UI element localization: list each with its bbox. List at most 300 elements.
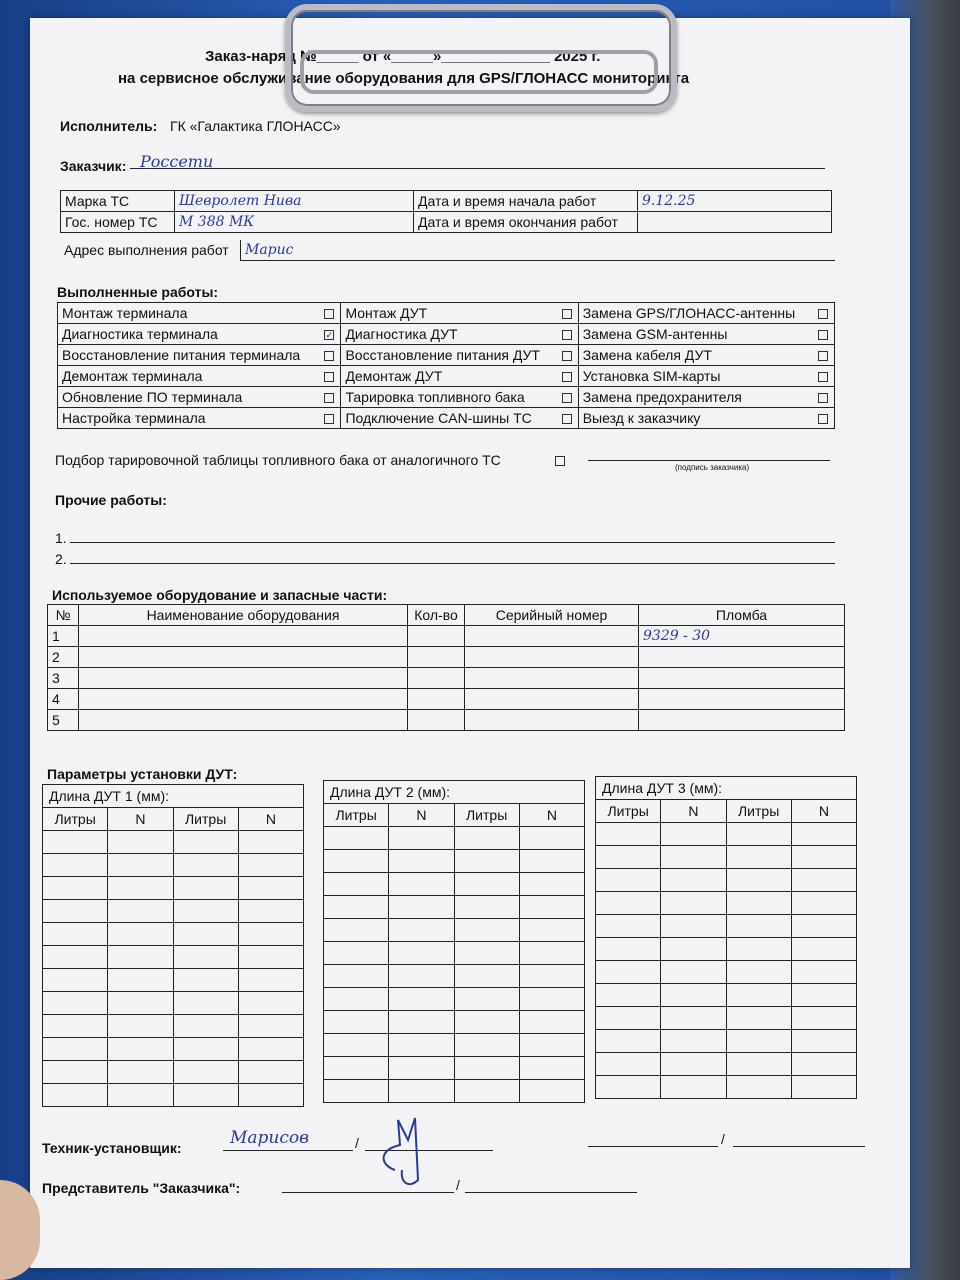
dut-cell[interactable] — [519, 896, 584, 919]
dut-cell[interactable] — [661, 984, 726, 1007]
work-item-checkbox-cell — [556, 303, 579, 324]
dut-cell[interactable] — [596, 1007, 661, 1030]
row-number: 4 — [48, 689, 79, 710]
dut-row — [43, 1061, 304, 1084]
equipment-cell[interactable] — [639, 710, 845, 731]
work-item-checkbox[interactable] — [818, 309, 828, 319]
dut-cell[interactable] — [108, 923, 173, 946]
work-item-checkbox-cell — [556, 366, 579, 387]
dut-cell[interactable] — [661, 1030, 726, 1053]
second-signature-slash: / — [721, 1131, 725, 1147]
dut-cell[interactable] — [43, 992, 108, 1015]
dut-cell[interactable] — [173, 969, 238, 992]
dut-cell[interactable] — [43, 1038, 108, 1061]
dut-row — [43, 969, 304, 992]
dut-header-cell: Литры — [454, 804, 519, 827]
row-number: 1 — [48, 626, 79, 647]
work-item-checkbox[interactable] — [818, 372, 828, 382]
dut-cell[interactable] — [173, 992, 238, 1015]
dut-cell[interactable] — [454, 1011, 519, 1034]
dut-header-cell: Литры — [173, 808, 238, 831]
dut-cell[interactable] — [173, 1015, 238, 1038]
equipment-cell[interactable] — [408, 626, 465, 647]
address-value[interactable]: Марис — [241, 240, 836, 261]
dut-cell[interactable] — [519, 942, 584, 965]
dut-cell[interactable] — [43, 877, 108, 900]
dut-cell[interactable] — [596, 961, 661, 984]
dut-row — [324, 965, 585, 988]
dut-cell[interactable] — [661, 961, 726, 984]
dut-cell[interactable] — [389, 827, 454, 850]
dut-row — [43, 1084, 304, 1107]
plate-value[interactable]: М 388 МК — [175, 212, 414, 233]
dut-cell[interactable] — [596, 1053, 661, 1076]
dut-row — [596, 984, 857, 1007]
dut-cell[interactable] — [173, 877, 238, 900]
equipment-cell[interactable] — [465, 668, 639, 689]
dut-row — [324, 827, 585, 850]
dut-cell[interactable] — [108, 831, 173, 854]
dut-cell[interactable] — [43, 854, 108, 877]
equipment-header-cell: Пломба — [639, 605, 845, 626]
plate-label: Гос. номер ТС — [61, 212, 175, 233]
work-item-checkbox[interactable] — [818, 330, 828, 340]
dut-cell[interactable] — [519, 919, 584, 942]
works-title: Выполненные работы: — [57, 284, 219, 300]
dut-cell[interactable] — [43, 1015, 108, 1038]
equipment-cell[interactable] — [408, 647, 465, 668]
dut-cell[interactable] — [108, 1061, 173, 1084]
dut-cell[interactable] — [389, 1080, 454, 1103]
dut-cell[interactable] — [389, 850, 454, 873]
dut-cell[interactable] — [791, 915, 856, 938]
customer-rep-slash: / — [456, 1177, 460, 1193]
dut-cell[interactable] — [519, 965, 584, 988]
dut-cell[interactable] — [238, 1038, 303, 1061]
dut-cell[interactable] — [173, 946, 238, 969]
equipment-cell[interactable] — [465, 626, 639, 647]
dut-cell[interactable] — [726, 892, 791, 915]
work-item-checkbox[interactable] — [324, 393, 334, 403]
work-item-label: Замена предохранителя — [578, 387, 812, 408]
dut-cell[interactable] — [726, 915, 791, 938]
technician-name[interactable]: Марисов — [230, 1128, 310, 1148]
dut-cell[interactable] — [108, 992, 173, 1015]
work-item-checkbox-cell — [556, 324, 579, 345]
dut-cell[interactable] — [108, 900, 173, 923]
dut-cell[interactable] — [596, 869, 661, 892]
dut-cell[interactable] — [108, 1084, 173, 1107]
dut-cell[interactable] — [726, 961, 791, 984]
dut-row — [43, 854, 304, 877]
dut-header-cell: Литры — [324, 804, 389, 827]
work-item-checkbox[interactable] — [818, 351, 828, 361]
dut-cell[interactable] — [389, 988, 454, 1011]
work-item-checkbox[interactable] — [562, 351, 572, 361]
dut-cell[interactable] — [519, 873, 584, 896]
brand-value[interactable]: Шевролет Нива — [175, 191, 414, 212]
end-value[interactable] — [638, 212, 832, 233]
dut-cell[interactable] — [519, 1011, 584, 1034]
work-item-checkbox[interactable] — [562, 309, 572, 319]
work-item-checkbox[interactable] — [324, 414, 334, 424]
dut-cell[interactable] — [454, 1080, 519, 1103]
dut-cell[interactable] — [389, 896, 454, 919]
clipboard-clip-inner — [300, 50, 658, 94]
work-item-checkbox-cell — [318, 324, 341, 345]
technician-line-1 — [223, 1150, 353, 1151]
dut-cell[interactable] — [596, 1030, 661, 1053]
dut-row — [324, 1011, 585, 1034]
work-item-label: Выезд к заказчику — [578, 408, 812, 429]
other-item-1: 1. — [55, 530, 67, 546]
dut-cell[interactable] — [661, 869, 726, 892]
dut-cell[interactable] — [108, 854, 173, 877]
equipment-cell[interactable] — [79, 710, 408, 731]
dut-cell[interactable] — [596, 984, 661, 1007]
equipment-cell[interactable] — [408, 710, 465, 731]
dut-cell[interactable] — [324, 896, 389, 919]
dut-cell[interactable] — [454, 988, 519, 1011]
dut-row — [43, 992, 304, 1015]
dut-cell[interactable] — [238, 1015, 303, 1038]
dut-row — [596, 1076, 857, 1099]
dut-cell[interactable] — [238, 877, 303, 900]
address-label: Адрес выполнения работ — [60, 240, 241, 261]
dut-cell[interactable] — [661, 1053, 726, 1076]
dut-cell[interactable] — [324, 965, 389, 988]
dut-row — [324, 873, 585, 896]
dut-cell[interactable] — [173, 1038, 238, 1061]
dut-cell[interactable] — [108, 969, 173, 992]
dut-cell[interactable] — [661, 823, 726, 846]
dut-row — [324, 988, 585, 1011]
dut-cell[interactable] — [791, 1076, 856, 1099]
dut-cell[interactable] — [726, 1053, 791, 1076]
dut-cell[interactable] — [791, 1030, 856, 1053]
equipment-title: Используемое оборудование и запасные части: — [52, 587, 388, 603]
work-item-checkbox[interactable] — [324, 309, 334, 319]
dut-row — [596, 1053, 857, 1076]
work-item-label: Подключение CAN-шины ТС — [341, 408, 556, 429]
equipment-cell[interactable] — [465, 689, 639, 710]
dut-cell[interactable] — [454, 965, 519, 988]
other-works-title: Прочие работы: — [55, 492, 167, 508]
dut-cell[interactable] — [791, 823, 856, 846]
dut-cell[interactable] — [454, 827, 519, 850]
dut-row — [596, 823, 857, 846]
dut-cell[interactable] — [661, 1007, 726, 1030]
dut-cell[interactable] — [43, 1084, 108, 1107]
dut-cell[interactable] — [454, 1034, 519, 1057]
dut-cell[interactable] — [173, 900, 238, 923]
dut-cell[interactable] — [43, 900, 108, 923]
dut-row — [596, 938, 857, 961]
row-number: 3 — [48, 668, 79, 689]
dut-cell[interactable] — [43, 831, 108, 854]
dut-cell[interactable] — [596, 1076, 661, 1099]
dut-cell[interactable] — [324, 1080, 389, 1103]
dut-cell[interactable] — [173, 854, 238, 877]
customer-rep-line-1 — [282, 1192, 454, 1193]
work-item-checkbox-cell — [812, 324, 835, 345]
dut-header-cell: N — [661, 800, 726, 823]
other-line-1[interactable] — [70, 542, 835, 543]
dut-header-cell: N — [108, 808, 173, 831]
dut-cell[interactable] — [108, 877, 173, 900]
work-item-checkbox-cell — [556, 387, 579, 408]
dut-cell[interactable] — [454, 919, 519, 942]
work-item-checkbox[interactable] — [562, 414, 572, 424]
start-label: Дата и время начала работ — [414, 191, 638, 212]
dut-cell[interactable] — [173, 1084, 238, 1107]
dut-cell[interactable] — [108, 1038, 173, 1061]
dut-cell[interactable] — [238, 1084, 303, 1107]
dut-cell[interactable] — [519, 1057, 584, 1080]
equipment-cell[interactable] — [79, 668, 408, 689]
work-item-checkbox[interactable] — [818, 414, 828, 424]
equipment-cell[interactable] — [79, 626, 408, 647]
dut-cell[interactable] — [43, 923, 108, 946]
equipment-cell[interactable] — [79, 689, 408, 710]
equipment-cell[interactable]: 9329 - 30 — [639, 626, 845, 647]
dut-cell[interactable] — [43, 946, 108, 969]
equipment-cell[interactable] — [465, 710, 639, 731]
work-item-label: Замена GPS/ГЛОНАСС-антенны — [578, 303, 812, 324]
dut-cell[interactable] — [238, 854, 303, 877]
work-item-checkbox[interactable] — [562, 330, 572, 340]
table-row — [48, 647, 845, 668]
dut-cell[interactable] — [389, 1057, 454, 1080]
dut-cell[interactable] — [454, 873, 519, 896]
work-item-checkbox[interactable] — [324, 372, 334, 382]
dut-cell[interactable] — [238, 1061, 303, 1084]
dut-cell[interactable] — [324, 850, 389, 873]
dut-cell[interactable] — [238, 900, 303, 923]
calibration-checkbox[interactable] — [555, 456, 565, 466]
dut-header-cell: N — [238, 808, 303, 831]
work-item-checkbox[interactable] — [562, 393, 572, 403]
dut-cell[interactable] — [389, 942, 454, 965]
equipment-cell[interactable] — [408, 689, 465, 710]
dut-cell[interactable] — [726, 1030, 791, 1053]
work-item-checkbox-cell — [812, 408, 835, 429]
dut-cell[interactable] — [238, 992, 303, 1015]
dut-cell[interactable] — [454, 850, 519, 873]
equipment-cell[interactable] — [465, 647, 639, 668]
row-number: 5 — [48, 710, 79, 731]
dut-cell[interactable] — [324, 942, 389, 965]
customer-label: Заказчик: — [60, 158, 127, 174]
other-line-2[interactable] — [70, 563, 835, 564]
dut-header-cell: N — [791, 800, 856, 823]
customer-value[interactable]: Россети — [140, 152, 214, 171]
technician-slash: / — [355, 1135, 359, 1151]
customer-rep-label: Представитель "Заказчика": — [42, 1180, 241, 1196]
dut-row — [596, 869, 857, 892]
dut-header-cell: N — [389, 804, 454, 827]
dut-cell[interactable] — [596, 915, 661, 938]
dut-header-cell: Литры — [596, 800, 661, 823]
dut-row — [43, 946, 304, 969]
work-item-label: Настройка терминала — [58, 408, 319, 429]
work-item-label: Диагностика ДУТ — [341, 324, 556, 345]
dut-cell[interactable] — [173, 831, 238, 854]
dut-cell[interactable] — [726, 823, 791, 846]
dut-row — [324, 1080, 585, 1103]
dut-cell[interactable] — [519, 850, 584, 873]
customer-line — [130, 168, 825, 169]
table-row — [48, 626, 845, 647]
form-subtitle: на сервисное обслуживание оборудования для GPS/ГЛОНАСС мониторинга — [118, 70, 690, 87]
dut-length-title: Длина ДУТ 3 (мм): — [596, 777, 857, 800]
dut-title: Параметры установки ДУТ: — [47, 766, 238, 782]
dut-cell[interactable] — [726, 1076, 791, 1099]
dut-row — [43, 831, 304, 854]
dut-cell[interactable] — [519, 827, 584, 850]
dut-cell[interactable] — [389, 873, 454, 896]
dut-cell[interactable] — [596, 892, 661, 915]
dut-cell[interactable] — [519, 1034, 584, 1057]
dut-cell[interactable] — [389, 965, 454, 988]
dut-cell[interactable] — [173, 923, 238, 946]
equipment-cell[interactable] — [639, 668, 845, 689]
work-item-label: Восстановление питания ДУТ — [341, 345, 556, 366]
work-item-checkbox-cell — [556, 345, 579, 366]
work-item-label: Обновление ПО терминала — [58, 387, 319, 408]
dut-cell[interactable] — [108, 946, 173, 969]
dut-cell[interactable] — [238, 969, 303, 992]
dut-cell[interactable] — [791, 1007, 856, 1030]
dut-cell[interactable] — [596, 823, 661, 846]
other-item-2: 2. — [55, 551, 67, 567]
dut-cell[interactable] — [389, 919, 454, 942]
work-item-label: Тарировка топливного бака — [341, 387, 556, 408]
dut-row — [324, 896, 585, 919]
dut-row — [324, 1034, 585, 1057]
dut-cell[interactable] — [389, 1011, 454, 1034]
executor-value: ГК «Галактика ГЛОНАСС» — [170, 118, 341, 134]
vehicle-table — [60, 190, 832, 233]
dut-cell[interactable] — [791, 1053, 856, 1076]
second-signature-line-2 — [733, 1146, 865, 1147]
dut-cell[interactable] — [324, 1034, 389, 1057]
dut-cell[interactable] — [726, 1007, 791, 1030]
dut-cell[interactable] — [238, 946, 303, 969]
dut-cell[interactable] — [238, 831, 303, 854]
dut-cell[interactable] — [454, 896, 519, 919]
dut-cell[interactable] — [661, 915, 726, 938]
equipment-cell[interactable] — [79, 647, 408, 668]
dut-row — [324, 942, 585, 965]
start-value[interactable]: 9.12.25 — [638, 191, 832, 212]
table-row — [48, 710, 845, 731]
work-item-checkbox-cell — [812, 345, 835, 366]
dut-cell[interactable] — [596, 846, 661, 869]
dut-cell[interactable] — [596, 938, 661, 961]
dut-row — [43, 923, 304, 946]
dut-cell[interactable] — [324, 919, 389, 942]
end-label: Дата и время окончания работ — [414, 212, 638, 233]
equipment-cell[interactable] — [408, 668, 465, 689]
dut-cell[interactable] — [726, 846, 791, 869]
dut-cell[interactable] — [324, 1011, 389, 1034]
equipment-table — [47, 604, 845, 731]
work-item-label: Демонтаж ДУТ — [341, 366, 556, 387]
equipment-cell[interactable] — [639, 689, 845, 710]
equipment-cell[interactable] — [639, 647, 845, 668]
form-title: Заказ-наряд №_____ от «_____»_____________ 2025 г. — [205, 48, 601, 65]
work-item-checkbox[interactable]: ✓ — [325, 330, 334, 341]
dut-cell[interactable] — [726, 984, 791, 1007]
dut-cell[interactable] — [791, 961, 856, 984]
dut-cell[interactable] — [661, 938, 726, 961]
dut-row — [43, 1038, 304, 1061]
dut-length-title: Длина ДУТ 1 (мм): — [43, 785, 304, 808]
dut-header-cell: Литры — [726, 800, 791, 823]
dut-cell[interactable] — [791, 869, 856, 892]
dut-cell[interactable] — [791, 984, 856, 1007]
dut-cell[interactable] — [726, 938, 791, 961]
dut-cell[interactable] — [519, 988, 584, 1011]
work-item-checkbox-cell — [318, 366, 341, 387]
dut-cell[interactable] — [108, 1015, 173, 1038]
dut-cell[interactable] — [661, 892, 726, 915]
technician-label: Техник-установщик: — [42, 1140, 182, 1156]
dut-cell[interactable] — [519, 1080, 584, 1103]
calibration-signature-line — [588, 460, 830, 461]
work-item-checkbox[interactable] — [562, 372, 572, 382]
dut-cell[interactable] — [791, 938, 856, 961]
dut-row — [596, 1007, 857, 1030]
dut-cell[interactable] — [661, 846, 726, 869]
work-item-label: Монтаж терминала — [58, 303, 319, 324]
works-table — [57, 302, 835, 429]
dut-cell[interactable] — [791, 846, 856, 869]
dut-cell[interactable] — [324, 1057, 389, 1080]
work-item-checkbox-cell — [318, 387, 341, 408]
work-item-checkbox[interactable] — [324, 351, 334, 361]
table-row — [48, 689, 845, 710]
dut-header-cell: Литры — [43, 808, 108, 831]
dut-cell[interactable] — [43, 1061, 108, 1084]
dut-cell[interactable] — [454, 1057, 519, 1080]
dut-cell[interactable] — [661, 1076, 726, 1099]
dut-cell[interactable] — [324, 988, 389, 1011]
dut-cell[interactable] — [43, 969, 108, 992]
dut-cell[interactable] — [173, 1061, 238, 1084]
dut-row — [324, 850, 585, 873]
dut-cell[interactable] — [726, 869, 791, 892]
brand-label: Марка ТС — [61, 191, 175, 212]
dut-cell[interactable] — [791, 892, 856, 915]
work-item-checkbox[interactable] — [818, 393, 828, 403]
dut-cell[interactable] — [324, 873, 389, 896]
work-item-checkbox-cell — [318, 345, 341, 366]
customer-rep-line-2 — [465, 1192, 637, 1193]
equipment-header-cell: Кол-во — [408, 605, 465, 626]
dut-row — [596, 1030, 857, 1053]
dut-cell[interactable] — [324, 827, 389, 850]
technician-signature — [370, 1110, 440, 1190]
dut-cell[interactable] — [389, 1034, 454, 1057]
row-number: 2 — [48, 647, 79, 668]
dut-cell[interactable] — [238, 923, 303, 946]
dut-table-3 — [595, 776, 857, 1099]
dut-cell[interactable] — [454, 942, 519, 965]
dut-row — [596, 892, 857, 915]
dut-row — [43, 900, 304, 923]
